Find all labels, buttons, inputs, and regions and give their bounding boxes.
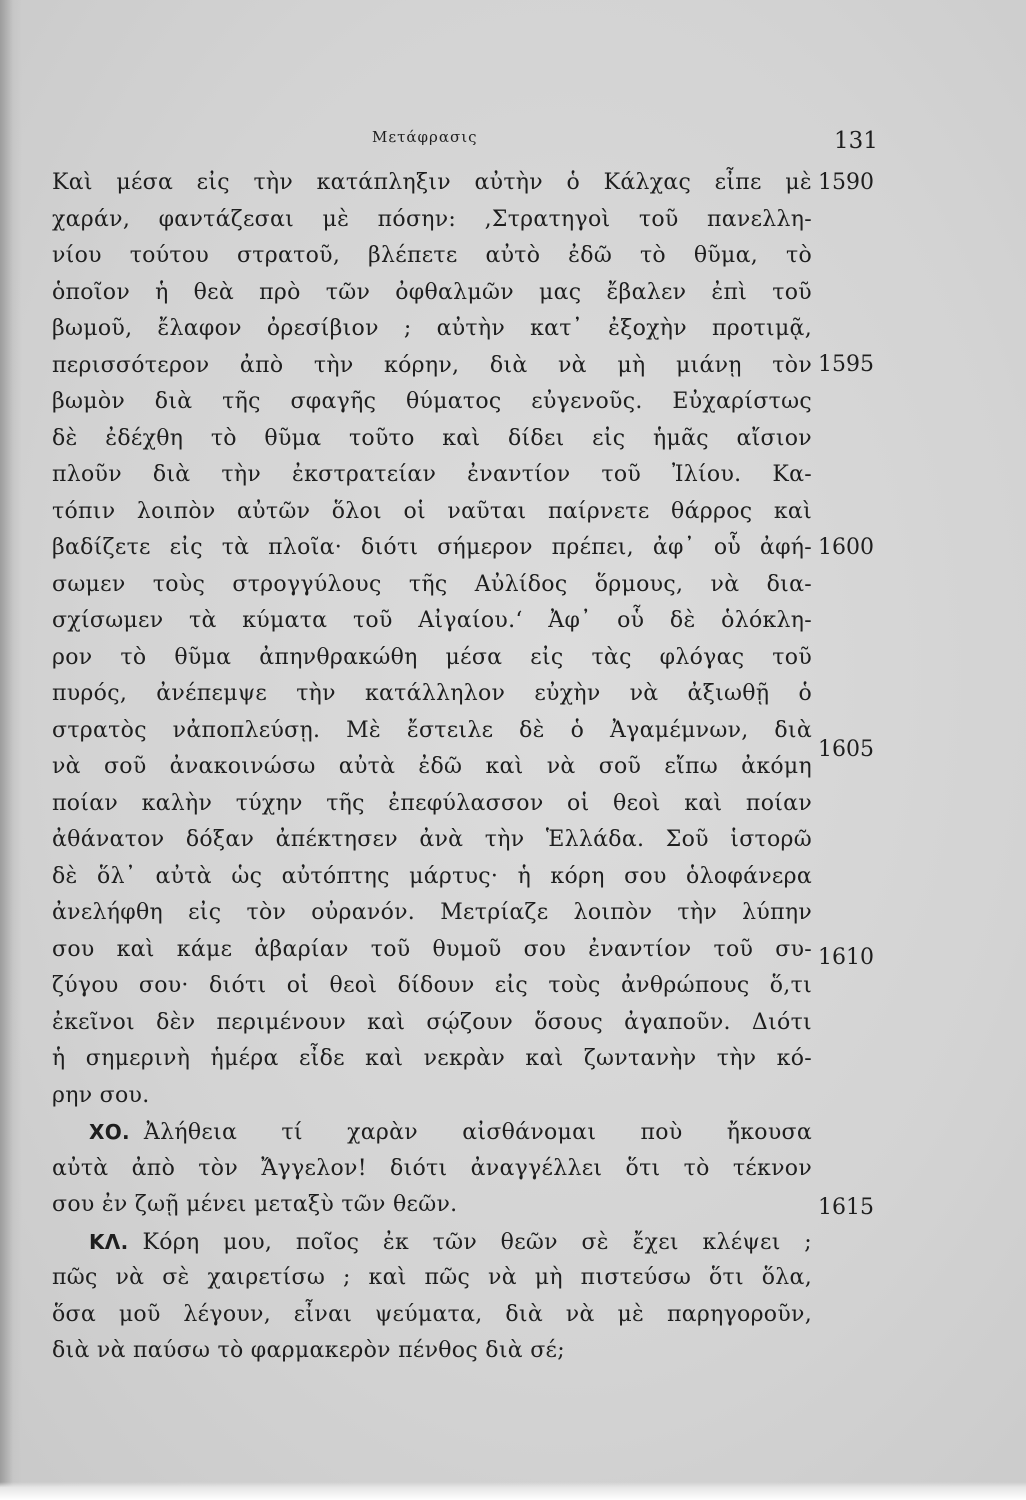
text-line: σου καὶ κάμε ἀβαρίαν τοῦ θυμοῦ σου ἐναντίον τοῦ συ- [52, 936, 812, 962]
text-line: σωμεν τοὺς στρογγύλους τῆς Αὐλίδος ὅρμους, νὰ δια- [52, 571, 812, 597]
text-line: νίου τούτου στρατοῦ, βλέπετε αὐτὸ ἐδῶ τὸ θῦμα, τὸ [52, 243, 812, 268]
running-header: Μετάφρασις [372, 128, 478, 146]
text-line: πλοῦν διὰ τὴν ἐκστρατείαν ἐναντίον τοῦ Ἰλίου. Κα- [52, 462, 812, 487]
line-number: 1615 [818, 1195, 874, 1220]
text-line: πῶς νὰ σὲ χαιρετίσω ; καὶ πῶς νὰ μὴ πιστεύσω ὅτι ὅλα, [52, 1265, 812, 1290]
text-line: βαδίζετε εἰς τὰ πλοῖα· διότι σήμερον πρέπει, ἀφ᾿ οὗ ἀφή- [52, 535, 812, 560]
text-line: ποίαν καλὴν τύχην τῆς ἐπεφύλασσον οἱ θεοὶ καὶ ποίαν [52, 790, 812, 816]
line-number: 1600 [818, 535, 874, 560]
text-line: στρατὸς νἀποπλεύσῃ. Μὲ ἔστειλε δὲ ὁ Ἀγαμέμνων, διὰ [52, 717, 812, 743]
text-line: δὲ ἐδέχθη τὸ θῦμα τοῦτο καὶ δίδει εἰς ἡμᾶς αἴσιον [52, 425, 812, 451]
text-line: χαράν, φαντάζεσαι μὲ πόσην: ,Στρατηγοὶ τοῦ πανελλη- [52, 206, 812, 232]
text-line: σχίσωμεν τὰ κύματα τοῦ Αἰγαίου.ʻ Ἀφ᾿ οὗ δὲ ὁλόκλη- [52, 608, 812, 633]
page-number: 131 [834, 128, 878, 154]
text-line: βωμοῦ, ἔλαφον ὀρεσίβιον ; αὐτὴν κατ᾿ ἐξοχὴν προτιμᾷ, [52, 316, 812, 341]
line-number: 1595 [818, 352, 874, 377]
verse-text: Κόρη μου, ποῖος ἐκ τῶν θεῶν σὲ ἔχει κλέψει ; [142, 1229, 812, 1255]
text-line: ἀθάνατον δόξαν ἀπέκτησεν ἀνὰ τὴν Ἑλλάδα. Σοῦ ἱστορῶ [52, 827, 812, 852]
text-line: σου ἐν ζωῇ μένει μεταξὺ τῶν θεῶν. [52, 1192, 458, 1217]
text-line: ἡ σημερινὴ ἡμέρα εἶδε καὶ νεκρὰν καὶ ζωντανὴν τὴν κό- [52, 1046, 812, 1071]
text-line: αὐτὰ ἀπὸ τὸν Ἄγγελον! διότι ἀναγγέλλει ὅτι τὸ τέκνον [52, 1155, 812, 1181]
text-line: ἐκεῖνοι δὲν περιμένουν καὶ σῴζουν ὅσους ἀγαποῦν. Διότι [52, 1009, 812, 1035]
page-left-shadow [0, 0, 22, 1500]
line-number: 1590 [818, 170, 874, 195]
text-line: νὰ σοῦ ἀνακοινώσω αὐτὰ ἐδῶ καὶ νὰ σοῦ εἴπω ἀκόμη [52, 754, 812, 779]
text-line: ζύγου σου· διότι οἱ θεοὶ δίδουν εἰς τοὺς ἀνθρώπους ὅ,τι [52, 973, 812, 998]
speaker-label: ΧΟ. [89, 1120, 130, 1144]
klytaimnestra-line [52, 1224, 812, 1261]
page-bottom-edge [0, 1482, 1026, 1500]
text-line: ρην σου. [52, 1082, 150, 1108]
text-line: πυρός, ἀνέπεμψε τὴν κατάλληλον εὐχὴν νὰ ἀξιωθῇ ὁ [52, 681, 812, 706]
body-text [52, 165, 812, 1370]
text-line: δὲ ὅλ᾿ αὐτὰ ὡς αὐτόπτης μάρτυς· ἡ κόρη σου ὁλοφάνερα [52, 863, 812, 889]
speaker-label: ΚΛ. [89, 1229, 129, 1254]
text-line: ὁποῖον ἡ θεὰ πρὸ τῶν ὀφθαλμῶν μας ἔβαλεν ἐπὶ τοῦ [52, 279, 812, 305]
text-line: βωμὸν διὰ τῆς σφαγῆς θύματος εὐγενοῦς. Εὐχαρίστως [52, 389, 812, 414]
line-number: 1605 [818, 737, 874, 762]
text-line: ὅσα μοῦ λέγουν, εἶναι ψεύματα, διὰ νὰ μὲ παρηγοροῦν, [52, 1301, 812, 1327]
text-line: Καὶ μέσα εἰς τὴν κατάπληξιν αὐτὴν ὁ Κάλχας εἶπε μὲ [52, 170, 812, 195]
text-line: τόπιν λοιπὸν αὐτῶν ὅλοι οἱ ναῦται παίρνετε θάρρος καὶ [52, 498, 812, 524]
text-line: περισσότερον ἀπὸ τὴν κόρην, διὰ νὰ μὴ μιάνῃ τὸν [52, 352, 812, 378]
line-number: 1610 [818, 945, 874, 970]
text-line: ἀνελήφθη εἰς τὸν οὐρανόν. Μετρίαζε λοιπὸν τὴν λύπην [52, 900, 812, 925]
chorus-line [52, 1114, 812, 1151]
text-line: ρον τὸ θῦμα ἀπηνθρακώθη μέσα εἰς τὰς φλόγας τοῦ [52, 644, 812, 670]
verse-text: Ἀλήθεια τί χαρὰν αἰσθάνομαι ποὺ ἤκουσα [143, 1120, 812, 1145]
text-line: διὰ νὰ παύσω τὸ φαρμακερὸν πένθος διὰ σέ; [52, 1338, 565, 1363]
